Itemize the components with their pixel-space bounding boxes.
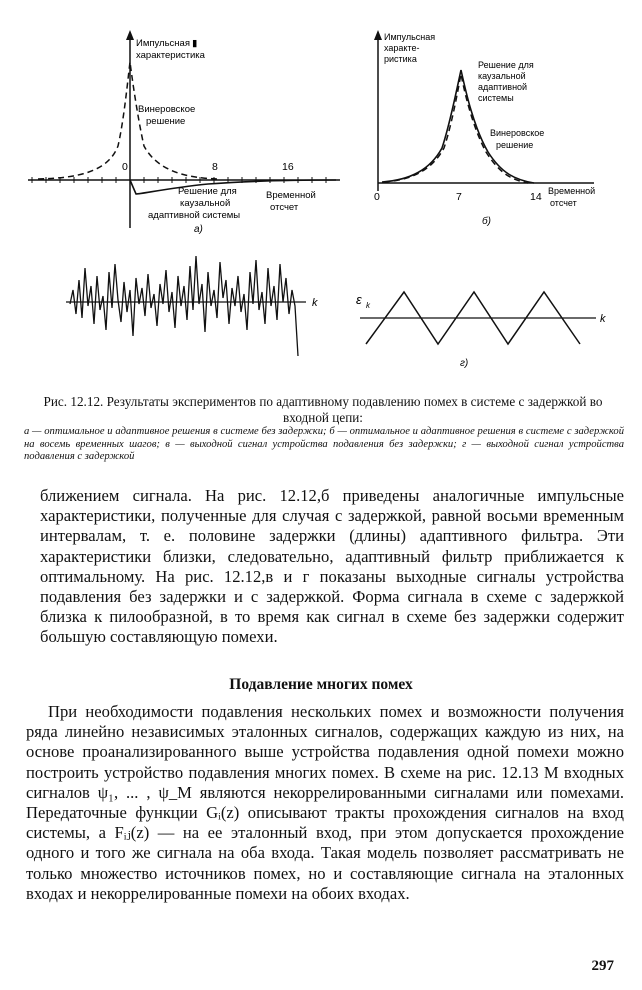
panel-d-epsilon-sub: k bbox=[366, 301, 370, 310]
figure-caption-legend: а — оптимальное и адаптивное решения в системе без задержки; б — оптимальное и адаптивное решения в системе с задержкой на восемь временных шагов; в — выходной сигнал устройства подавления без задержки; г — выходной сигнал устройства подавления с задержкой bbox=[24, 426, 624, 463]
figure-panel-b bbox=[362, 28, 626, 240]
panel-a-wiener-label-2: решение bbox=[146, 116, 186, 127]
panel-b-adaptive-label-3: адаптивной bbox=[478, 82, 528, 92]
panel-d-epsilon: ε bbox=[356, 292, 362, 307]
panel-b-wiener-label-2: решение bbox=[496, 140, 534, 150]
figure-panel-c bbox=[66, 246, 336, 370]
panel-b-adaptive-label-1: Решение для bbox=[478, 60, 534, 70]
panel-b-tick-14: 14 bbox=[530, 191, 542, 203]
panel-a-tick-8: 8 bbox=[212, 161, 218, 173]
panel-a-tick-16: 16 bbox=[282, 161, 294, 173]
body-paragraph-2: При необходимости подавления нескольких помех и возможности получения ряда линейно независимых эталонных сигналов, содержащих каждую из них, на основе проанализированного выше устройства подавления одной помехи можно построить устройство подавления многих помех. В схеме на рис. 12.13 M входных сигналов ψ₁, ... , ψ_M являются некоррелированными сигналами или помехами. Передаточные функции Gᵢ(z) описывают тракты прохождения сигналов на вход системы, а Fᵢⱼ(z) — на ее эталонный вход, при этом допускается прохождение одного и того же сигнала на оба входа. Такая модель позволяет рассматривать не только множество источников помех, но и составляющие сигнала на эталонных входах и некоррелированные помехи на обоих входах. bbox=[26, 702, 624, 903]
panel-a-label: а) bbox=[194, 224, 203, 235]
panel-a-xaxis-label-1: Временной bbox=[266, 190, 316, 201]
panel-b-adaptive-label-4: системы bbox=[478, 93, 514, 103]
panel-a-wiener-curve bbox=[38, 62, 218, 179]
panel-a-adaptive-label-3: адаптивной системы bbox=[148, 210, 241, 221]
panel-b-xaxis-label-1: Временной bbox=[548, 186, 596, 196]
panel-a-adaptive-label-1: Решение для bbox=[178, 186, 237, 197]
panel-b-adaptive-label-2: каузальной bbox=[478, 71, 526, 81]
panel-b-wiener-label-1: Винеровское bbox=[490, 128, 545, 138]
panel-a-ylabel-line1: Импульсная bbox=[136, 38, 190, 49]
panel-a-wiener-label-1: Винеровское bbox=[138, 104, 196, 115]
panel-a-ylabel-line2: характеристика bbox=[136, 50, 205, 61]
panel-c-k-label: k bbox=[312, 297, 318, 309]
figure-panel-a bbox=[18, 28, 348, 240]
panel-c-output-signal bbox=[70, 256, 298, 356]
panel-b-ylabel-2: характе- bbox=[384, 43, 420, 53]
panel-a-adaptive-label-2: каузальной bbox=[180, 198, 231, 209]
panel-d-k-label: k bbox=[600, 313, 606, 325]
figure-panel-d bbox=[356, 288, 626, 374]
body-paragraph-1: ближением сигнала. На рис. 12.12,б приведены аналогичные импульсные характеристики, полученные для случая с задержкой, равной восьми временным интервалам, т. е. половине задержки (длины) адаптивного фильтра. Эти характеристики близки, следовательно, адаптивный фильтр приближается к оптимальному. На рис. 12.12,в и г показаны выходные сигналы устройства подавления без задержки и с задержкой. Форма сигнала в схеме с задержкой близка к пилообразной, в то время как сигнал в схеме без задержки содержит большую составляющую помехи. bbox=[40, 486, 624, 647]
figure-caption-title: Рис. 12.12. Результаты экспериментов по адаптивному подавлению помех в системе с задержкой во входной цепи: bbox=[43, 394, 603, 425]
panel-b-tick-7: 7 bbox=[456, 191, 462, 203]
panel-a-xaxis-label-2: отсчет bbox=[270, 202, 299, 213]
panel-b-tick-0: 0 bbox=[374, 191, 380, 203]
panel-b-xaxis-label-2: отсчет bbox=[550, 198, 577, 208]
panel-a-tick-0: 0 bbox=[122, 161, 128, 173]
panel-b-ylabel-3: ристика bbox=[384, 54, 417, 64]
section-heading: Подавление многих помех bbox=[229, 676, 413, 693]
page-number: 297 bbox=[591, 958, 614, 974]
panel-b-ylabel-1: Импульсная bbox=[384, 32, 436, 42]
panel-d-label: г) bbox=[460, 358, 469, 369]
panel-b-label: б) bbox=[482, 216, 491, 227]
panel-a-ylabel-mark: ▮ bbox=[192, 38, 198, 49]
